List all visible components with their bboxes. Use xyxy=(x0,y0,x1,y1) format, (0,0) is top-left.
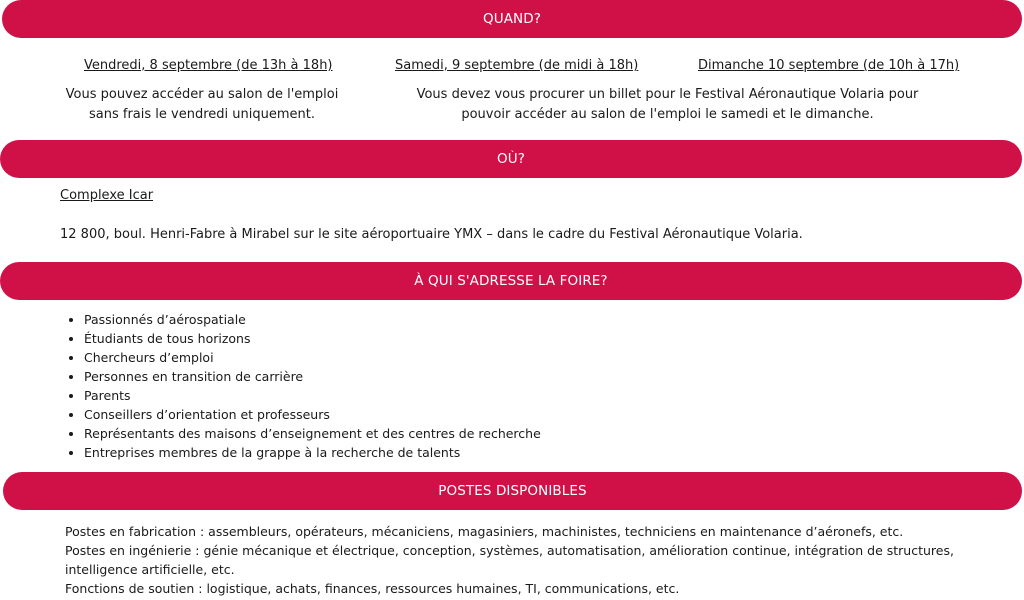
audience-list xyxy=(58,310,541,462)
section-banner-audience xyxy=(0,262,1022,300)
list-item: • Parents xyxy=(84,386,541,405)
list-item: • Passionnés d’aérospatiale xyxy=(84,310,541,329)
section-title-postes: POSTES DISPONIBLES xyxy=(438,483,587,499)
section-title-quand: QUAND? xyxy=(482,11,541,27)
section-banner-quand xyxy=(2,0,1022,38)
list-item: • Entreprises membres de la grappe à la recherche de talents xyxy=(84,443,541,462)
list-item: • Personnes en transition de carrière xyxy=(84,367,541,386)
section-title-ou: OÙ? xyxy=(497,151,525,167)
section-banner-ou xyxy=(0,140,1022,178)
list-item: • Représentants des maisons d’enseignement et des centres de recherche xyxy=(84,424,541,443)
day-title-sunday: Dimanche 10 septembre (de 10h à 17h) xyxy=(698,58,960,73)
venue-name: Complexe Icar xyxy=(60,188,154,203)
postes-line-fabrication: Postes en fabrication : assembleurs, opérateurs, mécaniciens, magasiniers, machinistes, techniciens en maintenance d’aéronefs, etc. xyxy=(65,524,904,539)
postes-line-soutien: Fonctions de soutien : logistique, achats, finances, ressources humaines, TI, communications, etc. xyxy=(65,581,680,596)
postes-list xyxy=(65,522,965,598)
section-banner-postes xyxy=(3,472,1022,510)
section-title-audience: À QUI S'ADRESSE LA FOIRE? xyxy=(414,273,608,289)
day-title-saturday: Samedi, 9 septembre (de midi à 18h) xyxy=(395,58,639,73)
postes-line-ingenierie: Postes en ingénierie : génie mécanique et électrique, conception, systèmes, automatisation, amélioration continue, intégration de structures, intelligence artificielle, etc. xyxy=(65,543,954,577)
day-desc-friday: Vous pouvez accéder au salon de l'emploi sans frais le vendredi uniquement. xyxy=(65,87,339,122)
list-item: • Chercheurs d’emploi xyxy=(84,348,541,367)
venue-address: 12 800, boul. Henri-Fabre à Mirabel sur le site aéroportuaire YMX – dans le cadre du Festival Aéronautique Volaria. xyxy=(60,227,803,242)
weekend-desc: Vous devez vous procurer un billet pour le Festival Aéronautique Volaria pour pouvoir accéder au salon de l'emploi le samedi et le dimanche. xyxy=(416,87,919,122)
day-title-friday: Vendredi, 8 septembre (de 13h à 18h) xyxy=(84,58,333,73)
list-item: • Étudiants de tous horizons xyxy=(84,329,541,348)
list-item: • Conseillers d’orientation et professeurs xyxy=(84,405,541,424)
